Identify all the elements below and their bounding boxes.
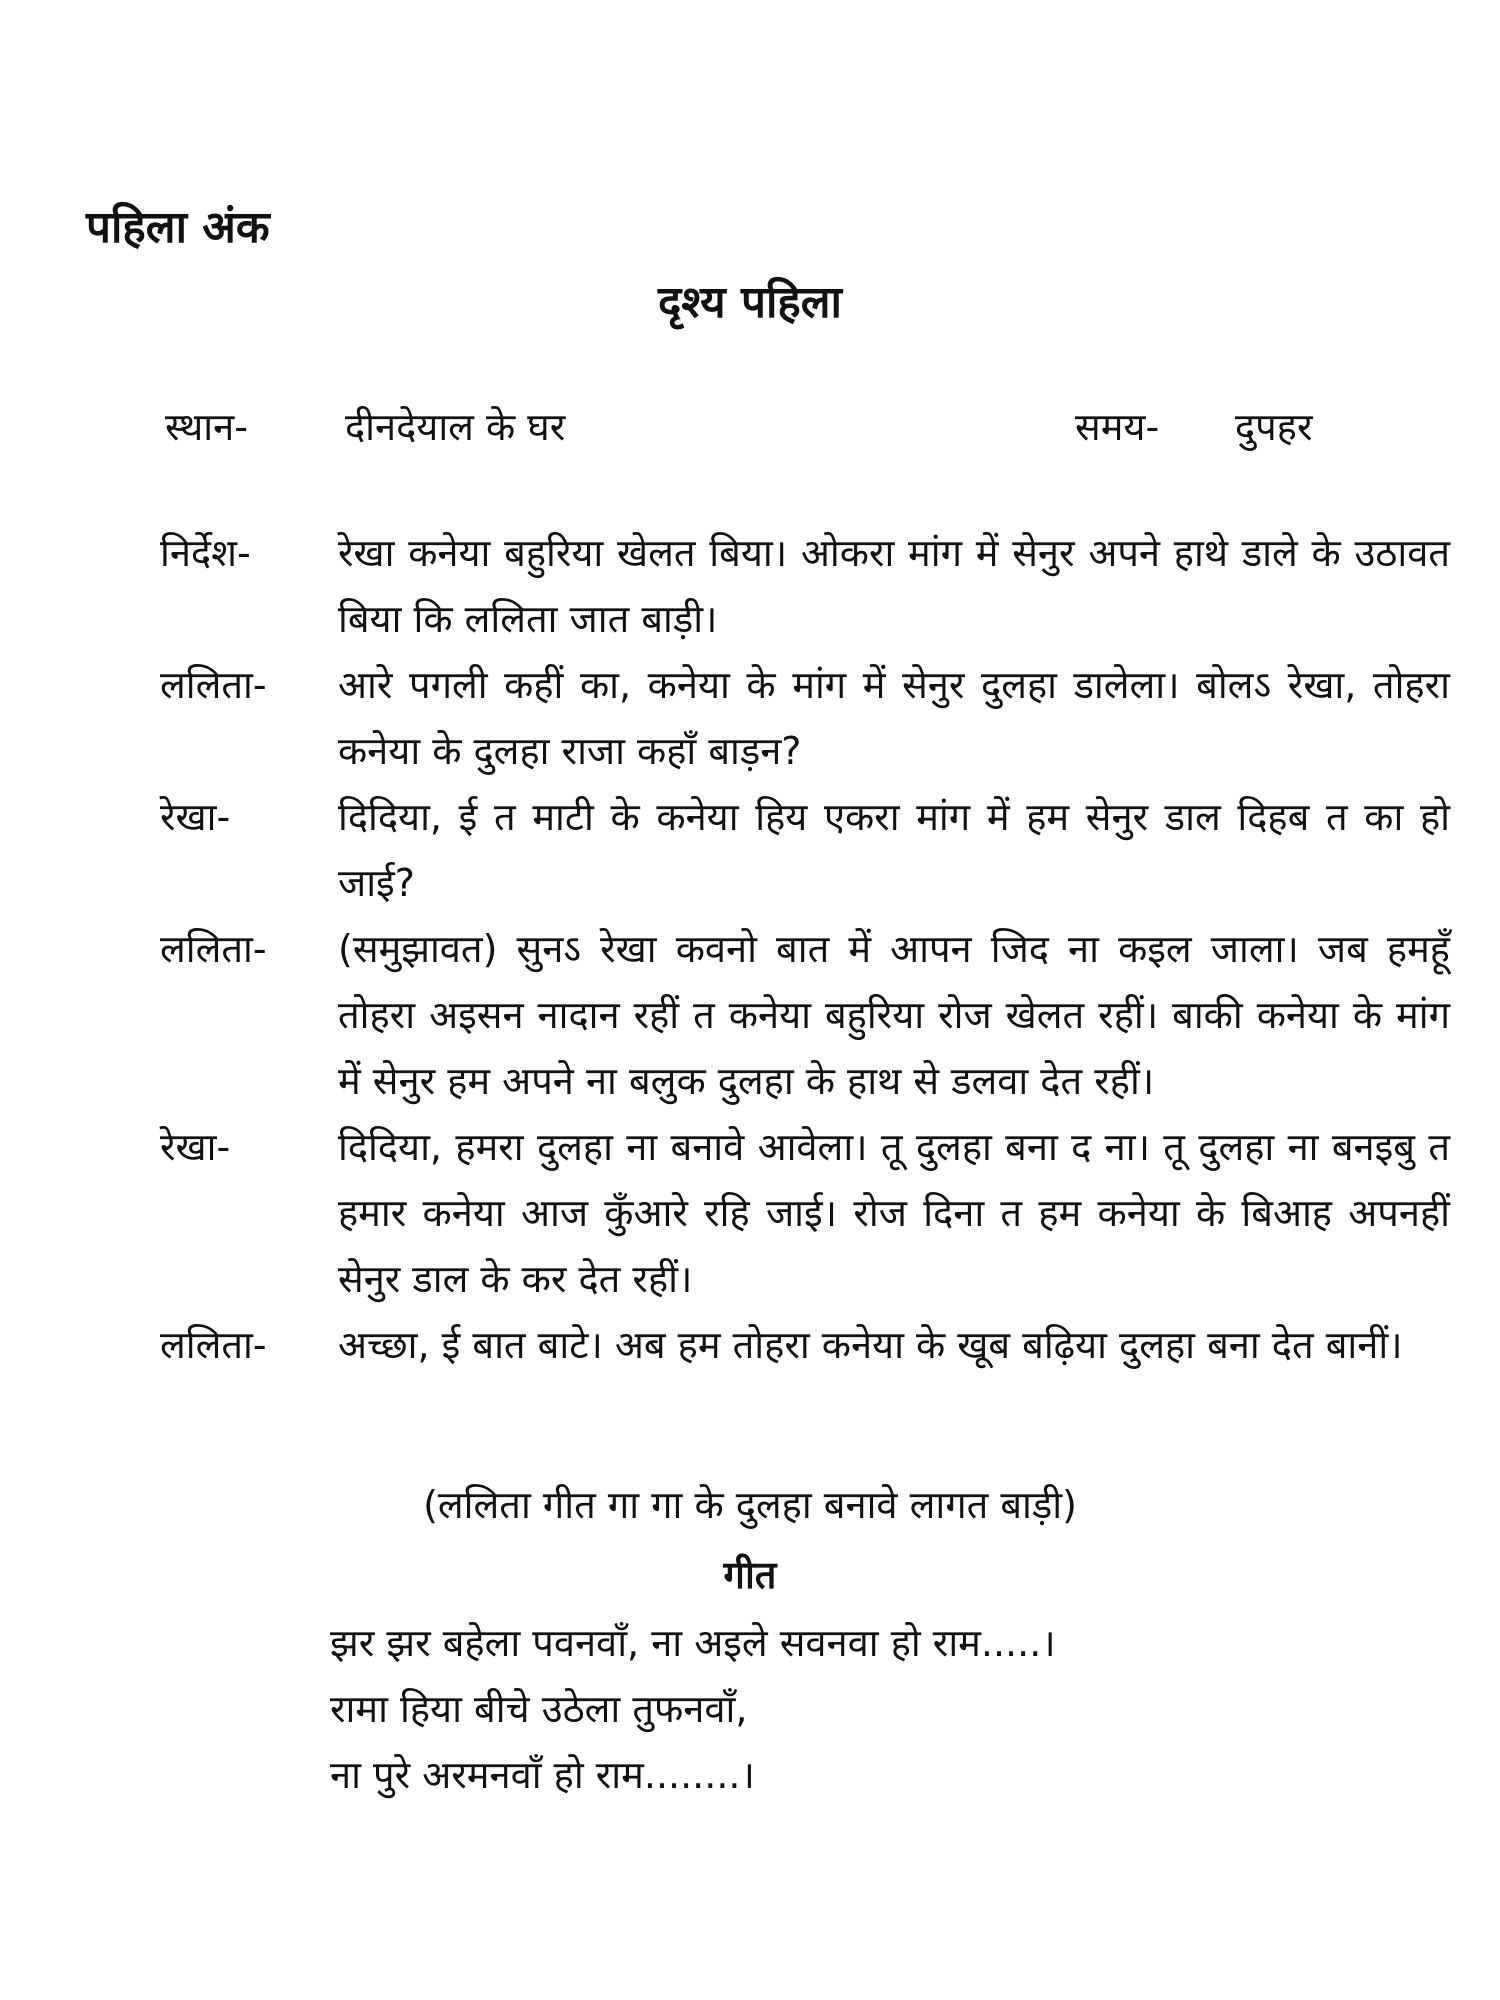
- place-label: स्थान-: [165, 405, 248, 449]
- song-lyrics: [330, 1610, 1430, 1808]
- speaker-name: ललिता-: [160, 1323, 267, 1367]
- song-line: ना पुरे अरमनवाँ हो राम........।: [330, 1753, 755, 1797]
- dialogue-entry: [160, 1312, 1450, 1378]
- dialogue-entry: [160, 652, 1450, 784]
- time-value: दुपहर: [1235, 405, 1313, 449]
- speech-text: (समुझावत) सुनऽ रेखा कवनो बात में आपन जिद ना कइल जाला। जब हमहूँ तोहरा अइसन नादान रहीं त कनेया बहुरिया रोज खेलत रहीं। बाकी कनेया के मांग में सेनुर हम अपने ना बलुक दुलहा के हाथ से डलवा देत रहीं।: [338, 927, 1450, 1103]
- scene-setting: [0, 400, 1500, 460]
- speech-text: अच्छा, ई बात बाटे। अब हम तोहरा कनेया के खूब बढ़िया दुलहा बना देत बानीं।: [338, 1323, 1403, 1367]
- speech-text: आरे पगली कहीं का, कनेया के मांग में सेनुर दुलहा डालेला। बोलऽ रेखा, तोहरा कनेया के दुलहा राजा कहाँ बाड़न?: [338, 663, 1450, 773]
- speech-text: दिदिया, हमरा दुलहा ना बनावे आवेला। तू दुलहा बना द ना। तू दुलहा ना बनइबु त हमार कनेया आज कुँआरे रहि जाई। रोज दिना त हम कनेया के बिआह अपनहीं सेनुर डाल के कर देत रहीं।: [338, 1125, 1450, 1301]
- song-title: गीत: [723, 1553, 777, 1597]
- place-value: दीनदेयाल के घर: [345, 405, 566, 449]
- time-label: समय-: [1075, 405, 1160, 449]
- dialogue: [160, 520, 1450, 1378]
- speech-text: रेखा कनेया बहुरिया खेलत बिया। ओकरा मांग में सेनुर अपने हाथे डाले के उठावत बिया कि ललिता जात बाड़ी।: [338, 531, 1450, 641]
- scene-heading: दृश्य पहिला: [658, 277, 842, 328]
- song-line: रामा हिया बीचे उठेला तुफनवाँ,: [330, 1687, 748, 1731]
- speaker-name: रेखा-: [160, 1125, 231, 1169]
- speaker-name: निर्देश-: [160, 531, 251, 575]
- dialogue-entry: [160, 916, 1450, 1114]
- speaker-name: ललिता-: [160, 927, 267, 971]
- dialogue-entry: [160, 520, 1450, 652]
- speech-text: दिदिया, ई त माटी के कनेया हिय एकरा मांग में हम सेनुर डाल दिहब त का हो जाई?: [338, 795, 1450, 905]
- speaker-name: ललिता-: [160, 663, 267, 707]
- dialogue-entry: [160, 1114, 1450, 1312]
- dialogue-entry: [160, 784, 1450, 916]
- song-line: झर झर बहेला पवनवाँ, ना अइले सवनवा हो राम.....।: [330, 1621, 1056, 1665]
- stage-direction: (ललिता गीत गा गा के दुलहा बनावे लागत बाड़ी): [423, 1483, 1077, 1527]
- act-heading: पहिला अंक: [86, 202, 270, 253]
- speaker-name: रेखा-: [160, 795, 231, 839]
